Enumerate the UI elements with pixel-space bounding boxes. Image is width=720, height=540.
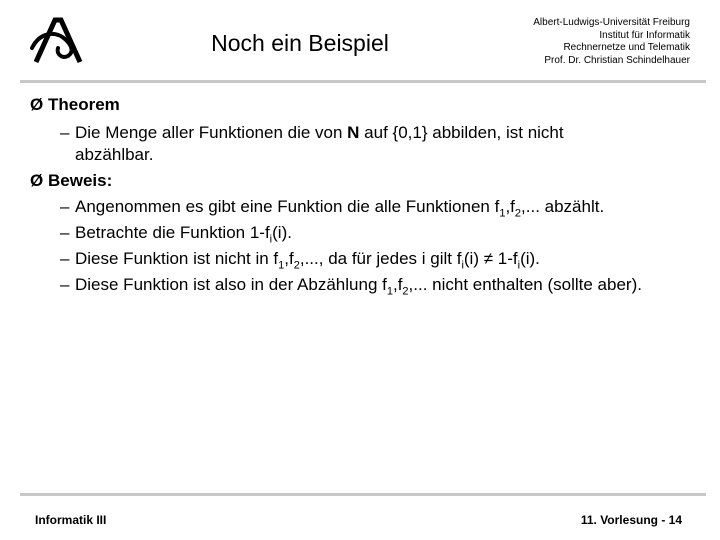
proof-step <box>60 222 292 244</box>
text-part: Diese Funktion ist nicht in f <box>75 249 279 268</box>
text-part: ,f <box>284 249 294 268</box>
subscript: i <box>517 259 521 272</box>
affiliation-institute: Institut für Informatik <box>599 29 690 41</box>
subscript: 1 <box>278 259 285 272</box>
affiliation-block <box>450 17 690 67</box>
proof-step-text <box>75 274 642 296</box>
text-part: ,... abzählt. <box>521 197 605 216</box>
text-part: ,f <box>505 197 515 216</box>
theorem-statement <box>60 122 620 166</box>
proof-heading <box>30 171 112 191</box>
header-divider <box>20 80 706 83</box>
dash-bullet-icon: – <box>60 275 70 294</box>
theorem-text-part: Die Menge aller Funktionen die von <box>75 123 348 142</box>
natural-numbers-symbol: N <box>347 123 360 142</box>
slide-title: Noch ein Beispiel <box>211 30 389 56</box>
subscript: 2 <box>514 207 522 220</box>
text-part: Diese Funktion ist also in der Abzählung f <box>75 275 387 294</box>
dash-bullet-icon: – <box>60 123 70 142</box>
arrow-bullet-icon: Ø <box>30 95 44 114</box>
university-logo-icon <box>28 10 88 70</box>
text-part: (i). <box>272 223 292 242</box>
subscript: 2 <box>293 259 300 272</box>
proof-step <box>60 248 540 270</box>
text-part: (i) ≠ 1-f <box>463 249 518 268</box>
text-part: ,..., da für jedes i gilt f <box>299 249 462 268</box>
theorem-heading <box>30 95 120 115</box>
proof-step-text <box>75 222 292 244</box>
text-part: Betrachte die Funktion 1-f <box>75 223 270 242</box>
affiliation-professor: Prof. Dr. Christian Schindelhauer <box>544 54 690 66</box>
footer-divider <box>20 493 706 496</box>
dash-bullet-icon: – <box>60 197 70 216</box>
theorem-heading-label: Theorem <box>48 95 120 114</box>
theorem-text-part: auf {0,1} abbilden, ist nicht abzählbar. <box>75 123 564 164</box>
subscript: 2 <box>402 285 409 298</box>
text-part: ,f <box>392 275 403 294</box>
proof-heading-label: Beweis: <box>48 171 113 190</box>
affiliation-chair: Rechnernetze und Telematik <box>563 42 690 53</box>
proof-step <box>60 274 642 296</box>
proof-step-text <box>75 196 604 218</box>
subscript: i <box>461 259 464 272</box>
proof-step-text <box>75 248 540 270</box>
footer-course: Informatik III <box>35 513 107 527</box>
theorem-statement-text <box>75 122 620 166</box>
text-part: ,... nicht enthalten (sollte aber). <box>408 275 642 294</box>
subscript: 1 <box>499 207 506 220</box>
footer-page-number: 11. Vorlesung - 14 <box>580 513 682 527</box>
dash-bullet-icon: – <box>60 249 70 268</box>
subscript: i <box>269 233 273 246</box>
proof-step <box>60 196 604 218</box>
affiliation-university: Albert-Ludwigs-Universität Freiburg <box>533 17 690 28</box>
text-part: (i). <box>520 249 540 268</box>
dash-bullet-icon: – <box>60 223 70 242</box>
arrow-bullet-icon: Ø <box>30 171 44 190</box>
text-part: Angenommen es gibt eine Funktion die alle Funktionen f <box>75 197 500 216</box>
subscript: 1 <box>386 285 393 298</box>
